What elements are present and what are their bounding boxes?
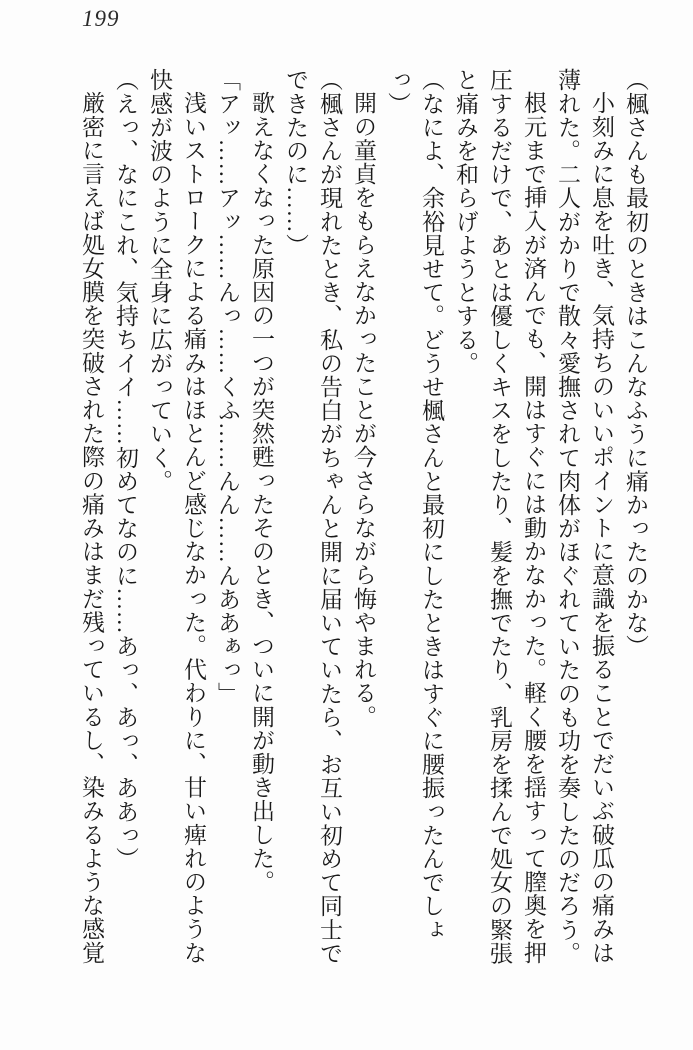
paragraph-thought: （えっ、なにこれ、気持ちイイ……初めてなのに……あっ、あっ、ああっ） — [113, 68, 138, 871]
paragraph-narrative: 歌えなくなった原因の一つが突然甦ったそのとき、ついに開が動き出した。 — [249, 91, 274, 894]
paragraph-thought: （楓さんが現れたとき、私の告白がちゃんと開に届いていたら、お互い初めて同士でできたのに……） — [283, 68, 342, 965]
paragraph-thought: （なによ、余裕見せて。どうせ楓さんと最初にしたときはすぐに腰振ったんでしょっ） — [385, 68, 444, 942]
paragraph-narrative: 開の童貞をもらえなかったことが今さらながら悔やまれる。 — [351, 91, 376, 729]
page-number: 199 — [82, 6, 120, 31]
page-text — [74, 68, 652, 967]
paragraph-narrative: 小刻みに息を吐き、気持ちのいいポイントに意識を振ることでだいぶ破瓜の痛みは薄れた。二人がかりで散々愛撫されて肉体がほぐれていたのも功を奏したのだろう。 — [555, 68, 614, 965]
paragraph-dialogue: 「アッ……アッ……んっ……くふ……んん……んああぁっ」 — [215, 68, 240, 706]
paragraph-narrative: 浅いストロークによる痛みはほとんど感じなかった。代わりに、甘い痺れのような快感が波のように全身に広がっていく。 — [147, 68, 206, 965]
paragraph-thought: （楓さんも最初のときはこんなふうに痛かったのかな） — [623, 68, 648, 658]
paragraph-narrative: 根元まで挿入が済んでも、開はすぐには動かなかった。軽く腰を揺すって膣奥を押圧するだけで、あとは優しくキスをしたり、髪を撫でたり、乳房を揉んで処女の緊張と痛みを和らげようとする。 — [453, 68, 546, 965]
paragraph-narrative: 厳密に言えば処女膜を突破された際の痛みはまだ残っているし、染みるような感覚 — [79, 91, 104, 965]
